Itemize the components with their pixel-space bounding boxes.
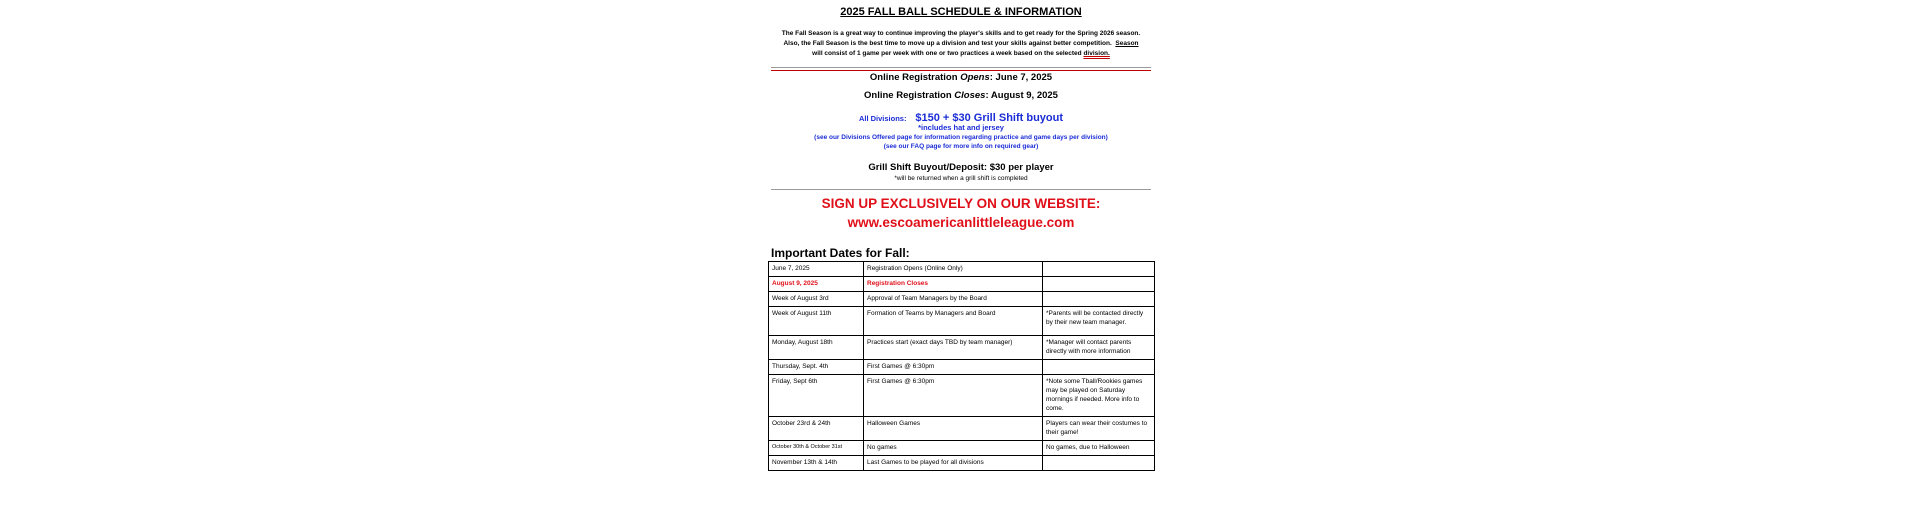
table-cell-note: *Parents will be contacted directly by their new team manager.: [1043, 307, 1155, 336]
table-cell-note: [1043, 277, 1155, 292]
signup-website-link[interactable]: www.escoamericanlittleleague.com: [847, 215, 1075, 230]
registration-closes: Online Registration Closes: August 9, 2025: [864, 90, 1058, 101]
table-cell-event: Halloween Games: [864, 417, 1043, 441]
important-dates-heading: Important Dates for Fall:: [771, 246, 910, 260]
important-dates-table: [768, 261, 1155, 471]
intro-line-1: The Fall Season is a great way to continue improving the player's skills and to get ready for the Spring 2026 season.: [781, 30, 1141, 37]
table-cell-date: Monday, August 18th: [769, 336, 864, 360]
table-row: [769, 375, 1155, 417]
table-cell-date: October 23rd & 24th: [769, 417, 864, 441]
table-cell-note: [1043, 360, 1155, 375]
table-row: [769, 292, 1155, 307]
table-cell-note: [1043, 292, 1155, 307]
intro-line-3: will consist of 1 game per week with one or two practices a week based on the selected division.: [812, 50, 1110, 57]
table-row: [769, 307, 1155, 336]
table-cell-event: Registration Closes: [864, 277, 1043, 292]
pricing-note-faq: (see our FAQ page for more info on required gear): [883, 143, 1039, 150]
grill-shift-note: *will be returned when a grill shift is completed: [894, 175, 1028, 182]
divider-top-red: [771, 70, 1151, 71]
table-row: [769, 417, 1155, 441]
table-cell-date: June 7, 2025: [769, 262, 864, 277]
table-cell-event: Formation of Teams by Managers and Board: [864, 307, 1043, 336]
table-row: [769, 262, 1155, 277]
pricing-label: All Divisions:: [858, 114, 907, 123]
table-cell-event: Last Games to be played for all divisions: [864, 456, 1043, 471]
registration-opens: Online Registration Opens: June 7, 2025: [869, 72, 1053, 83]
table-cell-note: Players can wear their costumes to their game!: [1043, 417, 1155, 441]
table-cell-date: Week of August 11th: [769, 307, 864, 336]
table-cell-event: First Games @ 6:30pm: [864, 375, 1043, 417]
table-cell-date: October 30th & October 31st: [769, 441, 864, 456]
intro-division-word: division.: [1083, 50, 1110, 57]
table-cell-date: Friday, Sept 6th: [769, 375, 864, 417]
table-cell-note: [1043, 262, 1155, 277]
table-row: [769, 456, 1155, 471]
table-cell-date: August 9, 2025: [769, 277, 864, 292]
table-cell-event: Registration Opens (Online Only): [864, 262, 1043, 277]
divider-top-gray: [771, 67, 1151, 68]
table-cell-date: Week of August 3rd: [769, 292, 864, 307]
table-cell-date: November 13th & 14th: [769, 456, 864, 471]
table-cell-note: No games, due to Halloween: [1043, 441, 1155, 456]
intro-line-2: Also, the Fall Season is the best time to move up a division and test your skills against better competition. Season: [783, 40, 1139, 47]
table-cell-note: *Note some Tball/Rookies games may be played on Saturday mornings if needed. More info to come.: [1043, 375, 1155, 417]
table-cell-note: *Manager will contact parents directly with more information: [1043, 336, 1155, 360]
table-row: [769, 360, 1155, 375]
table-cell-note: [1043, 456, 1155, 471]
table-cell-event: First Games @ 6:30pm: [864, 360, 1043, 375]
document-title: 2025 FALL BALL SCHEDULE & INFORMATION: [840, 6, 1082, 18]
pricing-note-divisions: (see our Divisions Offered page for information regarding practice and game days per division): [814, 134, 1108, 141]
table-row: [769, 441, 1155, 456]
table-row: [769, 277, 1155, 292]
pricing-includes: *includes hat and jersey: [918, 123, 1004, 132]
table-row: [769, 336, 1155, 360]
pricing-price: $150 + $30 Grill Shift buyout: [915, 112, 1064, 124]
grill-shift-heading: Grill Shift Buyout/Deposit: $30 per player: [868, 162, 1054, 173]
intro-season-word: Season: [1115, 40, 1139, 47]
divider-middle: [771, 189, 1151, 190]
table-cell-date: Thursday, Sept. 4th: [769, 360, 864, 375]
table-cell-event: Practices start (exact days TBD by team manager): [864, 336, 1043, 360]
signup-heading: SIGN UP EXCLUSIVELY ON OUR WEBSITE:: [821, 196, 1101, 211]
intro-paragraph: [768, 29, 1154, 59]
table-cell-event: No games: [864, 441, 1043, 456]
table-cell-event: Approval of Team Managers by the Board: [864, 292, 1043, 307]
